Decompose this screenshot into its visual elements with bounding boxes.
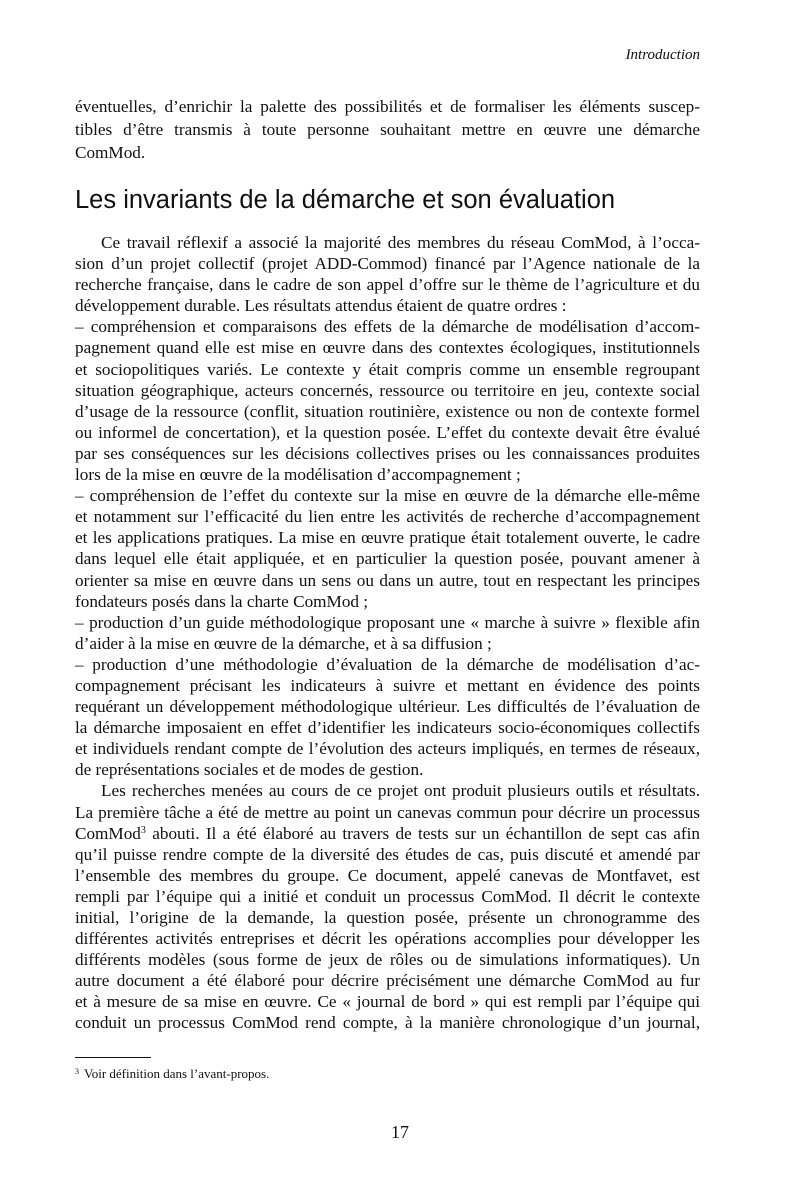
- text-line: [75, 970, 700, 991]
- text-line: [75, 612, 700, 633]
- line-text: dans lequel elle était appliquée, et en particulier la question posée, pouvant amener à: [75, 549, 700, 569]
- line-text: ou informel de concertation), et la question posée. L’effet du contexte devait être évalué: [75, 422, 700, 442]
- line-text: autre document a été élaboré pour décrire précisément une démarche ComMod au fur: [75, 971, 700, 991]
- text-line: [75, 844, 700, 865]
- text-line: [75, 633, 700, 654]
- line-text: sion d’un projet collectif (projet ADD-Commod) financé par l’Agence nationale de la: [75, 254, 700, 274]
- text-line: [75, 717, 700, 738]
- line-text: qu’il puisse rendre compte de la diversité des études de cas, puis discuté et amendé par: [75, 844, 700, 864]
- line-text: différents modèles (sous forme de jeux de rôles ou de simulations informatiques). Un: [75, 950, 700, 970]
- line-text: – compréhension de l’effet du contexte sur la mise en œuvre de la démarche elle-même: [75, 486, 700, 506]
- text-line: [75, 274, 700, 295]
- text-line: [75, 118, 700, 141]
- text-line: [75, 295, 700, 316]
- line-text: requérant un développement méthodologique ultérieur. Les difficultés de l’évaluation de: [75, 697, 700, 717]
- section-heading: Les invariants de la démarche et son évaluation: [75, 186, 616, 214]
- text-line: [75, 401, 700, 422]
- text-line: [75, 759, 700, 780]
- line-text: et à mesure de sa mise en œuvre. Ce « journal de bord » qui est rempli par l’équipe qui: [75, 992, 700, 1012]
- text-line: [75, 506, 700, 527]
- line-text: et sociopolitiques variés. Le contexte y était compris comme un ensemble regroupant: [75, 359, 700, 379]
- text-line: [75, 570, 700, 591]
- line-text: l’ensemble des membres du groupe. Ce document, appelé canevas de Montfavet, est: [75, 865, 700, 885]
- line-text: ComMod: [75, 823, 141, 843]
- page-number: 17: [391, 1122, 409, 1142]
- line-text: compagnement précisant les indicateurs à suivre et mettant en évidence des points: [75, 675, 700, 695]
- text-line: [75, 696, 700, 717]
- text-line: [75, 591, 700, 612]
- text-line: [75, 380, 700, 401]
- line-text: conduit un processus ComMod rend compte, à la manière chronologique d’un journal,: [75, 1013, 700, 1033]
- text-line: [75, 359, 700, 380]
- line-text: initial, l’origine de la demande, la question posée, présente un chronogramme des: [75, 908, 700, 927]
- line-text: recherche française, dans le cadre de son appel d’offre sur le thème de l’agriculture et du: [75, 275, 700, 295]
- text-line: [75, 802, 700, 823]
- footnote-ref: 3: [140, 824, 146, 836]
- text-line: [75, 95, 700, 118]
- line-text: abouti. Il a été élaboré au travers de tests sur un échantillon de sept cas afin: [145, 823, 700, 843]
- text-line: [75, 675, 700, 696]
- line-text: par ses conséquences sur les décisions collectives prises ou les connaissances produites: [75, 443, 700, 463]
- running-header: Introduction: [625, 47, 700, 63]
- text-line: [75, 316, 700, 337]
- line-text: et notamment sur l’efficacité du lien entre les activités de recherche d’accompagnement: [75, 507, 700, 527]
- line-text: – production d’un guide méthodologique proposant une « marche à suivre » flexible afin: [75, 612, 700, 632]
- line-text: la démarche imposaient en effet d’identifier les indicateurs socio-économiques collectifs: [75, 718, 700, 738]
- line-text: lors de la mise en œuvre de la modélisation d’accompagnement ;: [75, 465, 521, 485]
- text-line: [75, 907, 700, 928]
- text-line: [75, 485, 700, 506]
- text-line: [75, 780, 700, 801]
- line-text: de représentations sociales et de modes de gestion.: [75, 760, 424, 780]
- line-text: Ce travail réflexif a associé la majorité des membres du réseau ComMod, à l’occa-: [101, 233, 700, 252]
- line-text: rempli par l’équipe qui a initié et conduit un processus ComMod. Il décrit le contexte: [75, 886, 700, 906]
- line-text: orienter sa mise en œuvre dans un sens ou dans un autre, tout en respectant les principes: [75, 570, 700, 590]
- text-line: [75, 548, 700, 569]
- line-text: et individuels rendant compte de l’évolution des acteurs impliqués, en termes de réseaux,: [75, 739, 700, 759]
- text-line: [75, 527, 700, 548]
- text-line: [75, 443, 700, 464]
- footnote: [75, 1066, 269, 1082]
- text-line: [75, 253, 700, 274]
- text-line: [75, 654, 700, 675]
- line-text: développement durable. Les résultats attendus étaient de quatre ordres :: [75, 296, 567, 316]
- footnote-number: 3: [75, 1067, 79, 1076]
- line-text: La première tâche a été de mettre au point un canevas commun pour décrire un processus: [75, 802, 700, 822]
- text-line: [75, 928, 700, 949]
- text-line: [75, 422, 700, 443]
- line-text: – compréhension et comparaisons des effets de la démarche de modélisation d’accom-: [75, 317, 700, 337]
- footnote-rule: [75, 1057, 151, 1058]
- line-text: situation géographique, acteurs concernés, ressource ou territoire en jeu, contexte social: [75, 380, 700, 400]
- text-line: [75, 232, 700, 253]
- line-text: pagnement quand elle est mise en œuvre dans des contextes écologiques, institutionnels: [75, 338, 700, 358]
- line-text: fondateurs posés dans la charte ComMod ;: [75, 591, 369, 611]
- text-line: [75, 141, 700, 164]
- text-line: [75, 337, 700, 358]
- line-text: – production d’une méthodologie d’évaluation de la démarche de modélisation d’ac-: [75, 654, 700, 674]
- text-line: [75, 1012, 700, 1033]
- line-text: Les recherches menées au cours de ce projet ont produit plusieurs outils et résultats.: [101, 781, 700, 801]
- text-line: [75, 464, 700, 485]
- text-line: [75, 865, 700, 886]
- line-text: et les applications pratiques. La mise en œuvre pratique était totalement ouverte, le cadre: [75, 528, 700, 548]
- line-text: d’aider à la mise en œuvre de la démarche, et à sa diffusion ;: [75, 633, 492, 653]
- line-text: éventuelles, d’enrichir la palette des possibilités et de formaliser les éléments suscep-: [75, 97, 700, 116]
- line-text: différentes activités entreprises et décrit les opérations accomplies pour développer les: [75, 929, 700, 949]
- intro-paragraph: [75, 95, 700, 164]
- text-line: [75, 886, 700, 907]
- line-text: d’usage de la ressource (conflit, situation routinière, existence ou non de contexte formel: [75, 401, 700, 421]
- body-text: [75, 232, 700, 1034]
- text-line: [75, 949, 700, 970]
- text-line: [75, 991, 700, 1012]
- line-text: tibles d’être transmis à toute personne souhaitant mettre en œuvre une démarche: [75, 120, 700, 139]
- text-line: [75, 823, 700, 844]
- text-line: [75, 738, 700, 759]
- line-text: ComMod.: [75, 143, 146, 162]
- footnote-text: Voir définition dans l’avant-propos.: [84, 1066, 270, 1081]
